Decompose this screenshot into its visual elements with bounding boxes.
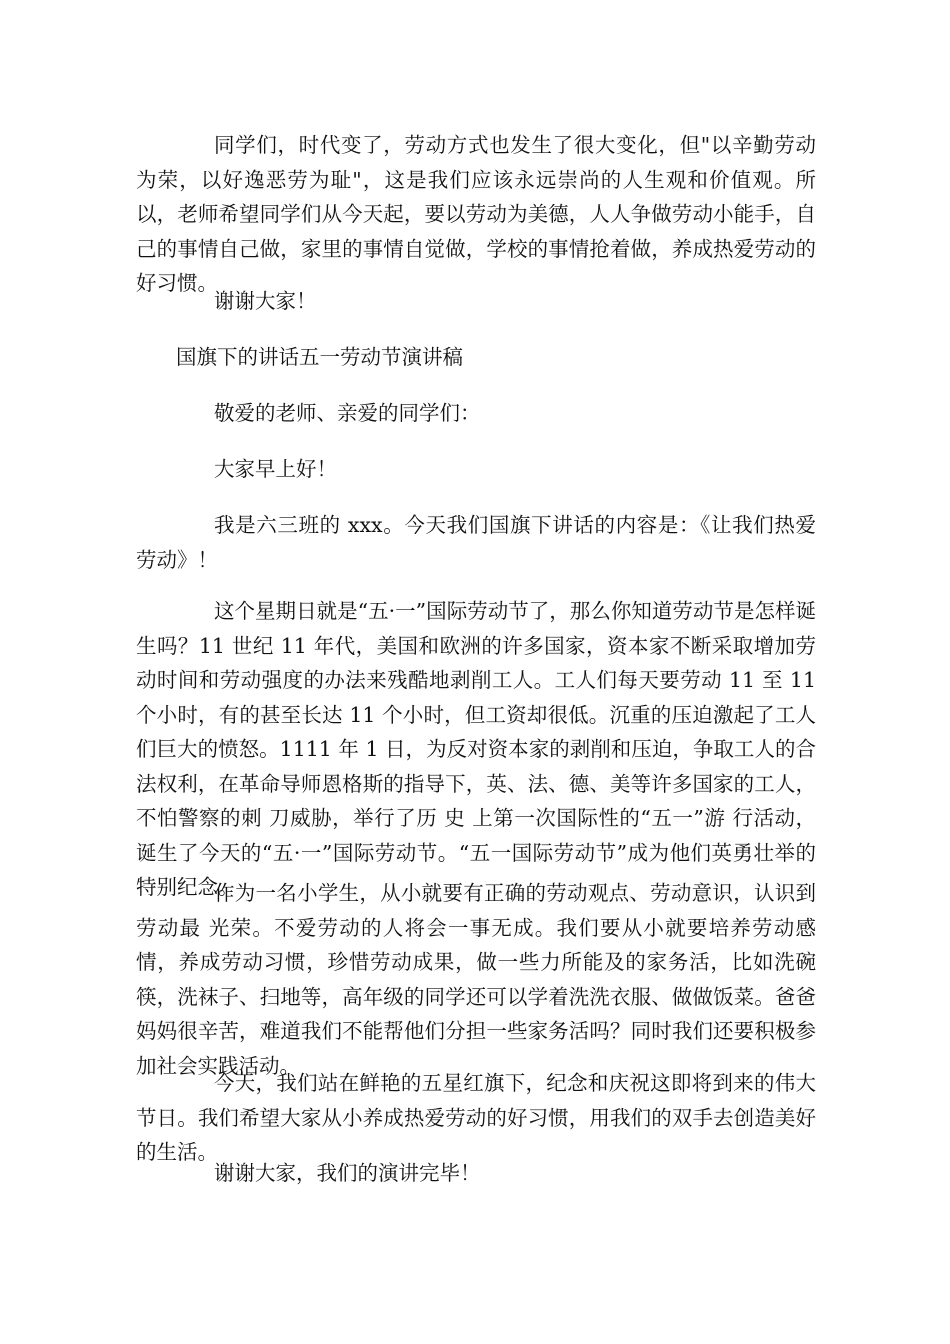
speech-title: 国旗下的讲话五一劳动节演讲稿: [176, 345, 463, 369]
paragraph-greeting: 大家早上好！: [214, 457, 337, 481]
paragraph-thanks: 谢谢大家！: [214, 289, 317, 313]
paragraph-salutation: 敬爱的老师、亲爱的同学们：: [214, 401, 481, 425]
paragraph-closing: 谢谢大家，我们的演讲完毕！: [214, 1161, 481, 1185]
paragraph-hope: 今天，我们站在鲜艳的五星红旗下，纪念和庆祝这即将到来的伟大节日。我们希望大家从小养成热爱劳动的好习惯，用我们的双手去创造美好的生活。: [136, 1071, 816, 1164]
paragraph-student-duty: 作为一名小学生，从小就要有正确的劳动观点、劳动意识，认识到劳动最 光荣。不爱劳动的人将会一事无成。我们要从小就要培养劳动感情，养成劳动习惯，珍惜劳动成果，做一些力所能及的家务活，比如洗碗筷，洗袜子、扫地等，高年级的同学还可以学着洗洗衣服、做做饭菜。爸爸妈妈很辛苦，难道我们不能帮他们分担一些家务活吗？同时我们还要积极参加社会实践活动。: [136, 881, 816, 1078]
paragraph-history: 这个星期日就是“五·一”国际劳动节了，那么你知道劳动节是怎样诞生吗？11 世纪 11 年代，美国和欧洲的许多国家，资本家不断采取增加劳动时间和劳动强度的办法来残酷地剥削工人。工人们每天要劳动 11 至 11 个小时，有的甚至长达 11 个小时，但工资却很低。沉重的压迫激起了工人们巨大的愤怒。1111 年 1 日，为反对资本家的剥削和压迫，争取工人的合法权利，在革命导师恩格斯的指导下，英、法、德、美等许多国家的工人，不怕警察的刺 刀威胁，举行了历 史 上第一次国际性的“五一”游 行活动，诞生了今天的“五·一”国际劳动节。“五一国际劳动节”成为他们英勇壮举的特别纪念。: [136, 599, 816, 899]
paragraph-introduction: 我是六三班的 xxx。今天我们国旗下讲话的内容是：《让我们热爱劳动》！: [136, 513, 816, 572]
paragraph-labor-values: 同学们，时代变了，劳动方式也发生了很大变化，但"以辛勤劳动为荣，以好逸恶劳为耻"，这是我们应该永远崇尚的人生观和价值观。所以，老师希望同学们从今天起，要以劳动为美德，人人争做劳动小能手，自己的事情自己做，家里的事情自觉做，学校的事情抢着做，养成热爱劳动的好习惯。: [136, 133, 816, 295]
